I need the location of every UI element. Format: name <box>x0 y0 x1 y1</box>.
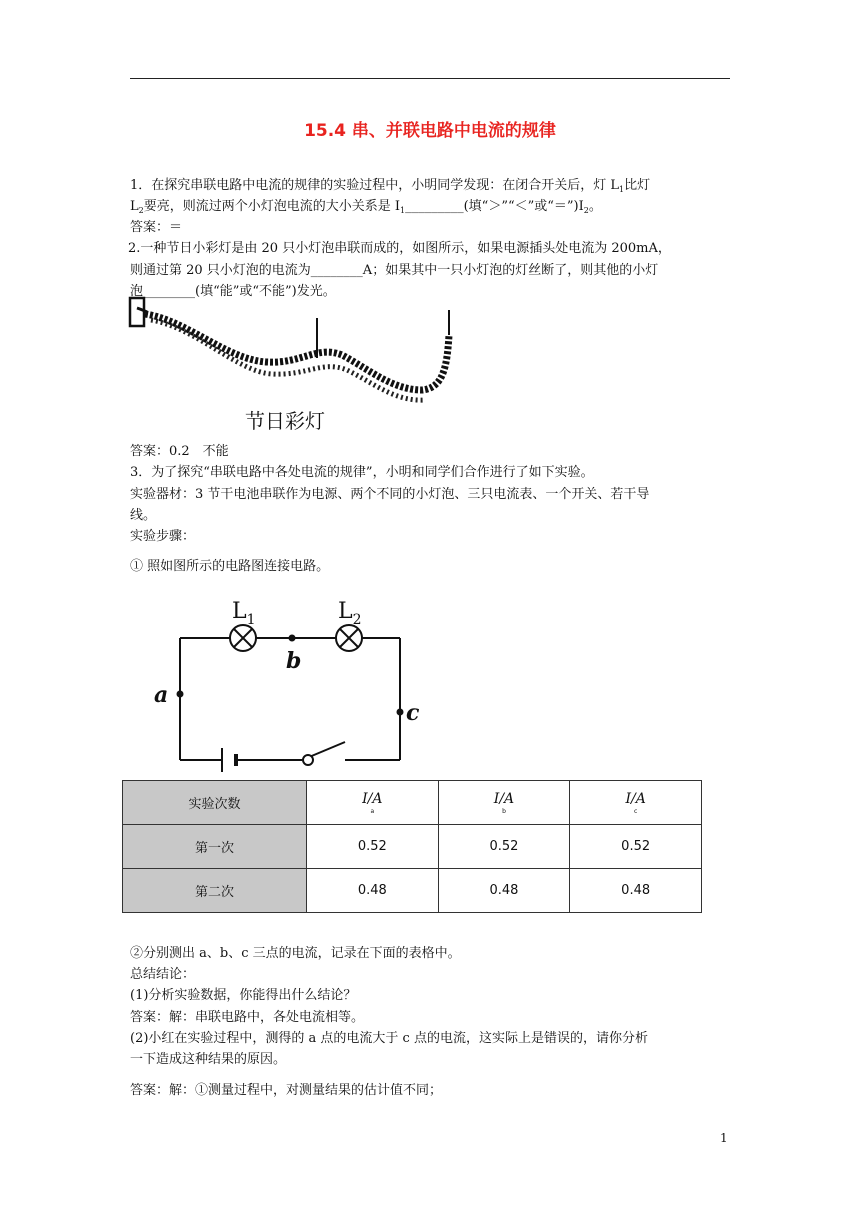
q1-line2: $L_2$要亮，则流过两个小灯泡电流的大小关系是 $I_1\_\_\_\_\_\_\_\_\_$(填“＞”“＜”或“$=”)I_2$。 <box>130 199 602 215</box>
column-header-c: I/A c <box>570 781 702 825</box>
table-cell: 0.52 <box>570 825 702 869</box>
q2-line3: 泡________(填“能”或“不能”)发光。 <box>130 284 336 299</box>
table-cell: 0.52 <box>438 825 570 869</box>
table-cell: 0.48 <box>307 869 439 913</box>
light-string <box>145 314 449 390</box>
label-L1: $L_1$ <box>232 599 256 628</box>
row-label: 第一次 <box>123 825 307 869</box>
battery-icon <box>222 748 236 772</box>
label-b: b <box>286 648 302 674</box>
q3-summary-heading: 总结结论： <box>130 967 196 982</box>
circuit-diagram <box>150 594 440 774</box>
q3-subquestion-1: (1)分析实验数据，你能得出什么结论？ <box>130 988 357 1003</box>
q3-subquestion-2-line1: (2)小红在实验过程中，测得的 a 点的电流大于 c 点的电流，这实际上是错误的，请你分析 <box>130 1031 648 1046</box>
table-cell: 0.52 <box>307 825 439 869</box>
q2-answer: 答案：0.2 不能 <box>130 444 229 459</box>
q2-line1: 2.一种节日小彩灯是由 20 只小灯泡串联而成的，如图所示，如果电源插头处电流为 200mA， <box>128 241 671 256</box>
header-rule <box>130 78 730 79</box>
q3-answer-2: 答案：解：①测量过程中，对测量结果的估计值不同； <box>130 1083 443 1098</box>
page-number: 1 <box>720 1131 728 1145</box>
q3-answer-1: 答案：解：串联电路中，各处电流相等。 <box>130 1010 365 1025</box>
q1-line1: 1．在探究串联电路中电流的规律的实验过程中，小明同学发现：在闭合开关后，灯 $L_1$比灯 <box>130 178 651 194</box>
q3-steps-heading: 实验步骤： <box>130 529 196 544</box>
figure-caption: 节日彩灯 <box>245 409 325 433</box>
q3-equipment-2: 线。 <box>130 508 157 523</box>
column-header-a: I/A a <box>307 781 439 825</box>
page-title: 15.4 串、并联电路中电流的规律 <box>304 121 556 141</box>
label-c: c <box>406 700 420 726</box>
table-row <box>123 825 702 869</box>
wall-socket-icon <box>130 298 144 326</box>
q3-subquestion-2-line2: 一下造成这种结果的原因。 <box>130 1052 287 1067</box>
lamp-L2-icon <box>336 625 362 651</box>
switch-icon <box>303 755 313 765</box>
festival-lights-figure <box>127 290 457 438</box>
q2-line2: 则通过第 20 只小灯泡的电流为________A；如果其中一只小灯泡的灯丝断了，则其他的小灯 <box>130 263 659 278</box>
data-table <box>122 780 702 913</box>
q3-line1: 3．为了探究“串联电路中各处电流的规律”，小明和同学们合作进行了如下实验。 <box>130 465 594 480</box>
table-header-label: 实验次数 <box>123 781 307 825</box>
q3-equipment-1: 实验器材：3 节干电池串联作为电源、两个不同的小灯泡、三只电流表、一个开关、若干导 <box>130 487 650 502</box>
table-cell: 0.48 <box>570 869 702 913</box>
label-L2: $L_2$ <box>338 599 362 628</box>
lamp-L1-icon <box>230 625 256 651</box>
table-header-row <box>123 781 702 825</box>
q3-step2: ②分别测出 a、b、c 三点的电流，记录在下面的表格中。 <box>130 946 461 961</box>
q3-step1: ① 照如图所示的电路图连接电路。 <box>130 559 330 574</box>
label-a: a <box>154 682 169 708</box>
row-label: 第二次 <box>123 869 307 913</box>
table-row <box>123 869 702 913</box>
column-header-b: I/A b <box>438 781 570 825</box>
table-cell: 0.48 <box>438 869 570 913</box>
q1-answer: 答案：＝ <box>130 220 183 235</box>
